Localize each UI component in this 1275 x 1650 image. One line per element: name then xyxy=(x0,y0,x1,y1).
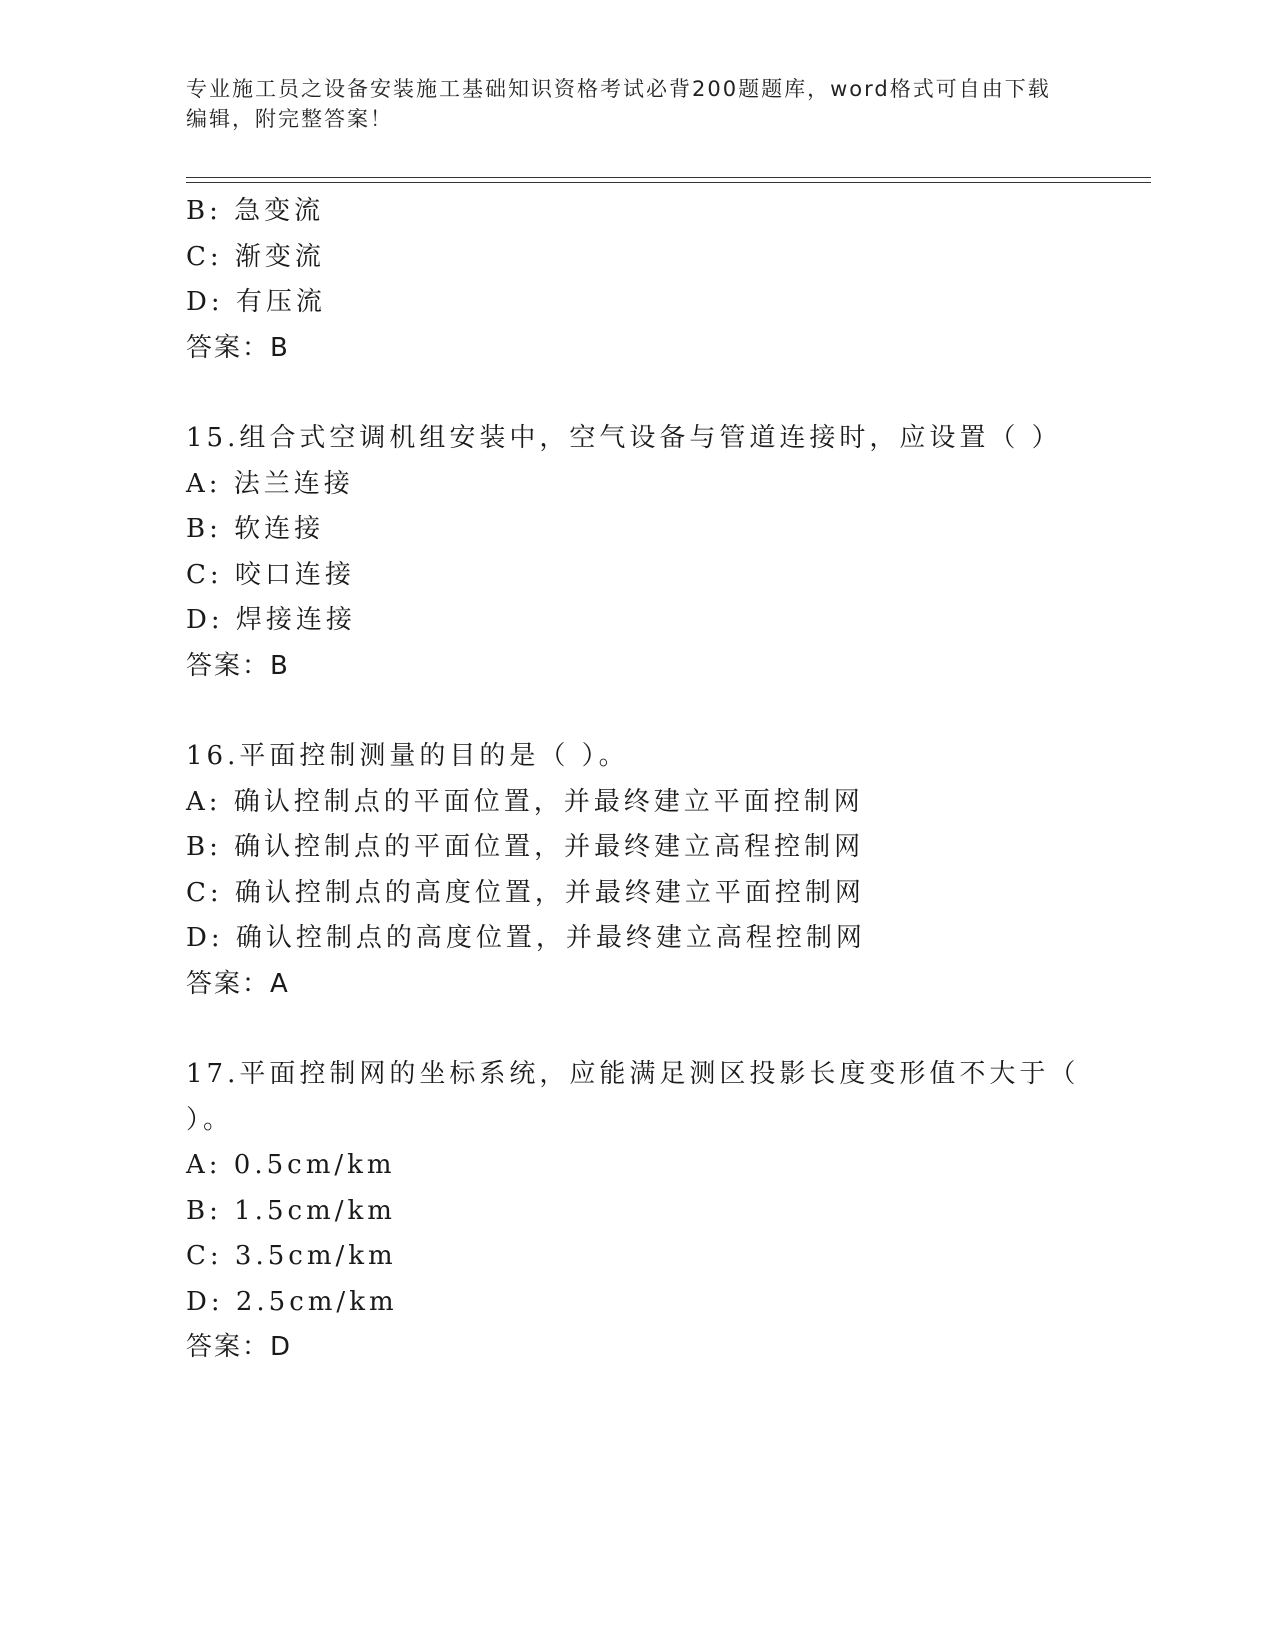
question-text-line-1: 17.平面控制网的坐标系统，应能满足测区投影长度变形值不大于（ xyxy=(186,1059,1080,1089)
question-block-14 xyxy=(186,189,1146,371)
header-divider-bottom xyxy=(186,182,1151,183)
option-d: D: 有压流 xyxy=(186,287,326,317)
question-text: 16.平面控制测量的目的是（ ）。 xyxy=(186,741,629,771)
answer-label: 答案：A xyxy=(186,968,290,999)
question-block-16 xyxy=(186,734,1146,1007)
option-b: B: 软连接 xyxy=(186,514,325,544)
option-d: D: 确认控制点的高度位置，并最终建立高程控制网 xyxy=(186,923,866,953)
question-block-15 xyxy=(186,416,1146,689)
option-a: A: 确认控制点的平面位置，并最终建立平面控制网 xyxy=(186,786,864,817)
question-text-line-2: ）。 xyxy=(186,1104,234,1135)
option-a: A: 法兰连接 xyxy=(186,468,354,499)
option-b: B: 确认控制点的平面位置，并最终建立高程控制网 xyxy=(186,832,865,862)
document-header: 专业施工员之设备安装施工基础知识资格考试必背200题题库，word格式可自由下载编辑，附完整答案！ xyxy=(186,77,1051,131)
answer-label: 答案：B xyxy=(186,332,290,363)
option-c: C: 咬口连接 xyxy=(186,559,355,590)
option-c: C: 3.5cm/km xyxy=(186,1241,397,1271)
answer-label: 答案：B xyxy=(186,650,290,681)
question-text: 15.组合式空调机组安装中，空气设备与管道连接时，应设置（ ） xyxy=(186,423,1062,453)
option-c: C: 确认控制点的高度位置，并最终建立平面控制网 xyxy=(186,877,865,908)
header-divider-top xyxy=(186,177,1151,178)
answer-label: 答案：D xyxy=(186,1332,293,1362)
option-d: D: 2.5cm/km xyxy=(186,1286,398,1317)
option-a: A: 0.5cm/km xyxy=(186,1150,396,1180)
option-d: D: 焊接连接 xyxy=(186,605,356,635)
option-b: B: 1.5cm/km xyxy=(186,1195,396,1226)
option-b: B: 急变流 xyxy=(186,196,325,226)
option-c: C: 渐变流 xyxy=(186,241,325,272)
question-block-17 xyxy=(186,1052,1146,1371)
question-list xyxy=(186,189,1146,1371)
